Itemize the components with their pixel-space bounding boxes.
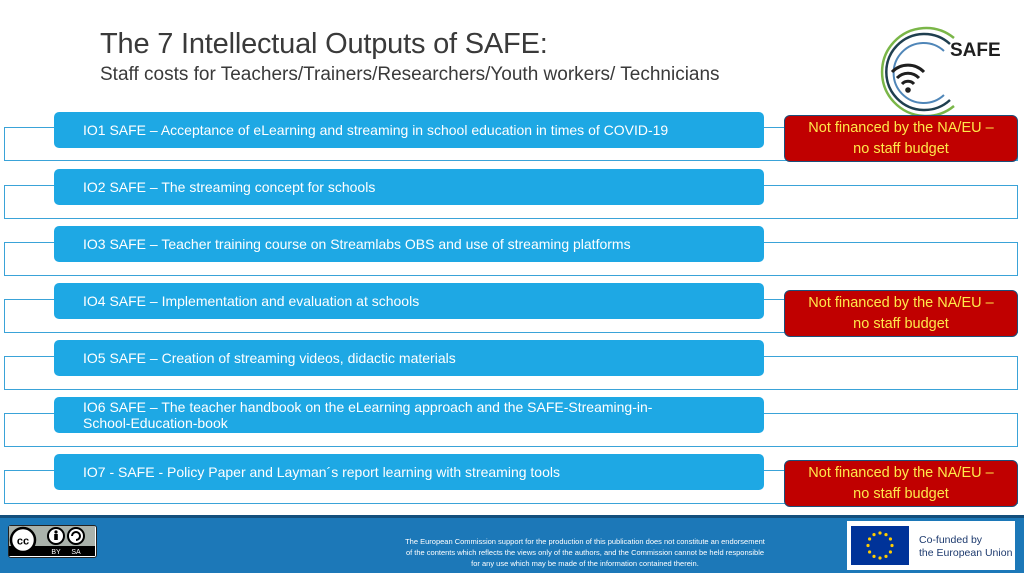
not-financed-badge bbox=[784, 460, 1018, 507]
badge-line: Not financed by the NA/EU – bbox=[808, 295, 994, 311]
output-bar-io5 bbox=[54, 340, 764, 376]
output-label: IO7 - SAFE - Policy Paper and Layman´s report learning with streaming tools bbox=[83, 464, 560, 480]
safe-logo bbox=[858, 18, 1008, 118]
badge-line: Not financed by the NA/EU – bbox=[808, 120, 994, 136]
badge-line: no staff budget bbox=[853, 486, 949, 502]
disclaimer-line: for any use which may be made of the information contained therein. bbox=[471, 559, 699, 568]
badge-line: no staff budget bbox=[853, 141, 949, 157]
output-bar-io1 bbox=[54, 112, 764, 148]
cc-by-label: BY bbox=[51, 549, 61, 556]
not-financed-badge bbox=[784, 290, 1018, 337]
eu-disclaimer bbox=[340, 536, 830, 569]
badge-line: Not financed by the NA/EU – bbox=[808, 465, 994, 481]
safe-logo-text: SAFE bbox=[950, 40, 1001, 61]
output-bar-io2 bbox=[54, 169, 764, 205]
svg-text:cc: cc bbox=[16, 535, 30, 548]
page-subtitle: Staff costs for Teachers/Trainers/Researchers/Youth workers/ Technicians bbox=[100, 64, 720, 85]
output-label: IO4 SAFE – Implementation and evaluation at schools bbox=[83, 293, 420, 309]
output-label: IO3 SAFE – Teacher training course on Streamlabs OBS and use of streaming platforms bbox=[83, 236, 631, 252]
disclaimer-line: The European Commission support for the production of this publication does not constitute an endorsement bbox=[405, 537, 765, 546]
eu-flag-icon bbox=[851, 526, 909, 565]
eu-text-line: the European Union bbox=[919, 547, 1013, 559]
output-label-line: School-Education-book bbox=[83, 415, 228, 431]
cc-sa-label: SA bbox=[71, 549, 81, 556]
page-title: The 7 Intellectual Outputs of SAFE: bbox=[100, 28, 548, 60]
output-bar-io4 bbox=[54, 283, 764, 319]
output-bar-io6 bbox=[54, 397, 764, 433]
disclaimer-line: of the contents which reflects the views only of the authors, and the Commission cannot be held responsible bbox=[405, 548, 765, 557]
eu-cofunded-logo bbox=[847, 521, 1015, 570]
output-bar-io3 bbox=[54, 226, 764, 262]
badge-line: no staff budget bbox=[853, 316, 949, 332]
cc-by-sa-icon bbox=[8, 525, 97, 558]
output-label: IO5 SAFE – Creation of streaming videos, didactic materials bbox=[83, 350, 456, 366]
output-label: IO1 SAFE – Acceptance of eLearning and streaming in school education in times of COVID-19 bbox=[83, 122, 669, 138]
eu-cofunded-text bbox=[919, 534, 1012, 560]
not-financed-badge bbox=[784, 115, 1018, 162]
output-label-line: IO6 SAFE – The teacher handbook on the eLearning approach and the SAFE-Streaming-in- bbox=[83, 399, 653, 415]
eu-text-line: Co-funded by bbox=[919, 534, 983, 546]
output-bar-io7 bbox=[54, 454, 764, 490]
output-label: IO2 SAFE – The streaming concept for schools bbox=[83, 179, 376, 195]
